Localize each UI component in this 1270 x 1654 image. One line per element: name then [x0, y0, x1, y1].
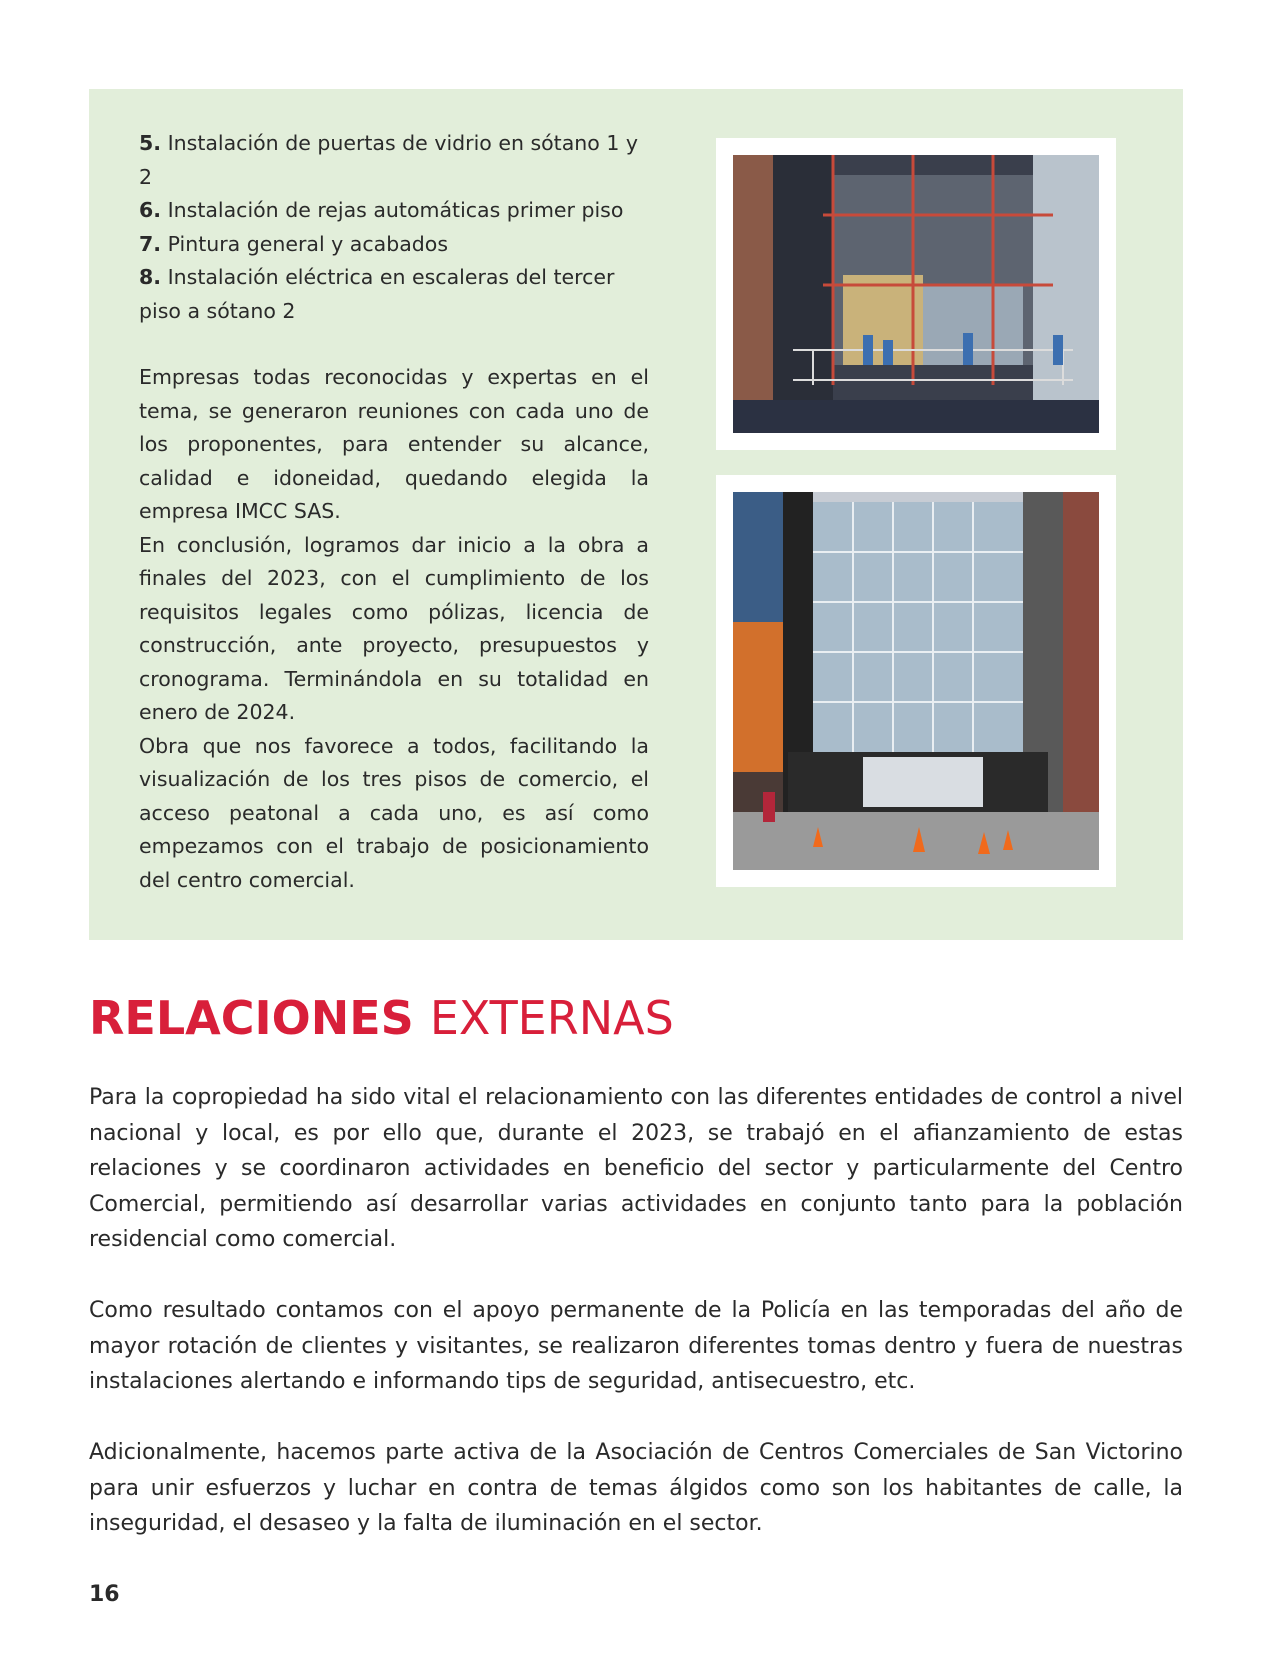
paragraph: En conclusión, logramos dar inicio a la obra a finales del 2023, con el cumplimiento de los requisitos legales como pólizas, licencia de construcción, ante proyecto, presupuestos y cronograma. Terminándola en su totalidad en enero de 2024.: [139, 532, 649, 724]
body-text: [89, 1080, 1183, 1577]
completed-building-photo: [716, 475, 1116, 887]
construction-photo-scaffold: [716, 138, 1116, 450]
paragraph: Empresas todas reconocidas y expertas en el tema, se generaron reuniones con cada uno de los proponentes, para entender su alcance, calidad e idoneidad, quedando elegida la empresa IMCC SAS.: [139, 365, 649, 523]
list-item: 5. Instalación de puertas de vidrio en sótano 1 y 2: [139, 131, 639, 189]
paragraph: Obra que nos favorece a todos, facilitando la visualización de los tres pisos de comercio, el acceso peatonal a cada uno, es así como empezamos con el trabajo de posicionamiento del centro comercial.: [139, 733, 649, 892]
paragraph: Adicionalmente, hacemos parte activa de la Asociación de Centros Comerciales de San Victorino para unir esfuerzos y luchar en contra de temas álgidos como son los habitantes de calle, la inseguridad, el desaseo y la falta de iluminación en el sector.: [89, 1440, 1183, 1536]
list-item: 6. Instalación de rejas automáticas primer piso: [139, 198, 624, 222]
list-item: 8. Instalación eléctrica en escaleras del tercer piso a sótano 2: [139, 265, 615, 323]
section-title: RELACIONES EXTERNAS: [89, 991, 674, 1045]
highlight-box: [89, 89, 1183, 940]
paragraph: Como resultado contamos con el apoyo permanente de la Policía en las temporadas del año de mayor rotación de clientes y visitantes, se realizaron diferentes tomas dentro y fuera de nuestras instalaciones alertando e informando tips de seguridad, antisecuestro, etc.: [89, 1298, 1183, 1394]
page-number: 16: [89, 1582, 120, 1607]
list-item: 7. Pintura general y acabados: [139, 231, 449, 256]
left-column: [139, 127, 649, 897]
paragraph: Para la copropiedad ha sido vital el relacionamiento con las diferentes entidades de control a nivel nacional y local, es por ello que, durante el 2023, se trabajó en el afianzamiento de estas relaciones y se coordinaron actividades en beneficio del sector y particularmente del Centro Comercial, permitiendo así desarrollar varias actividades en conjunto tanto para la población residencial como comercial.: [89, 1085, 1183, 1252]
